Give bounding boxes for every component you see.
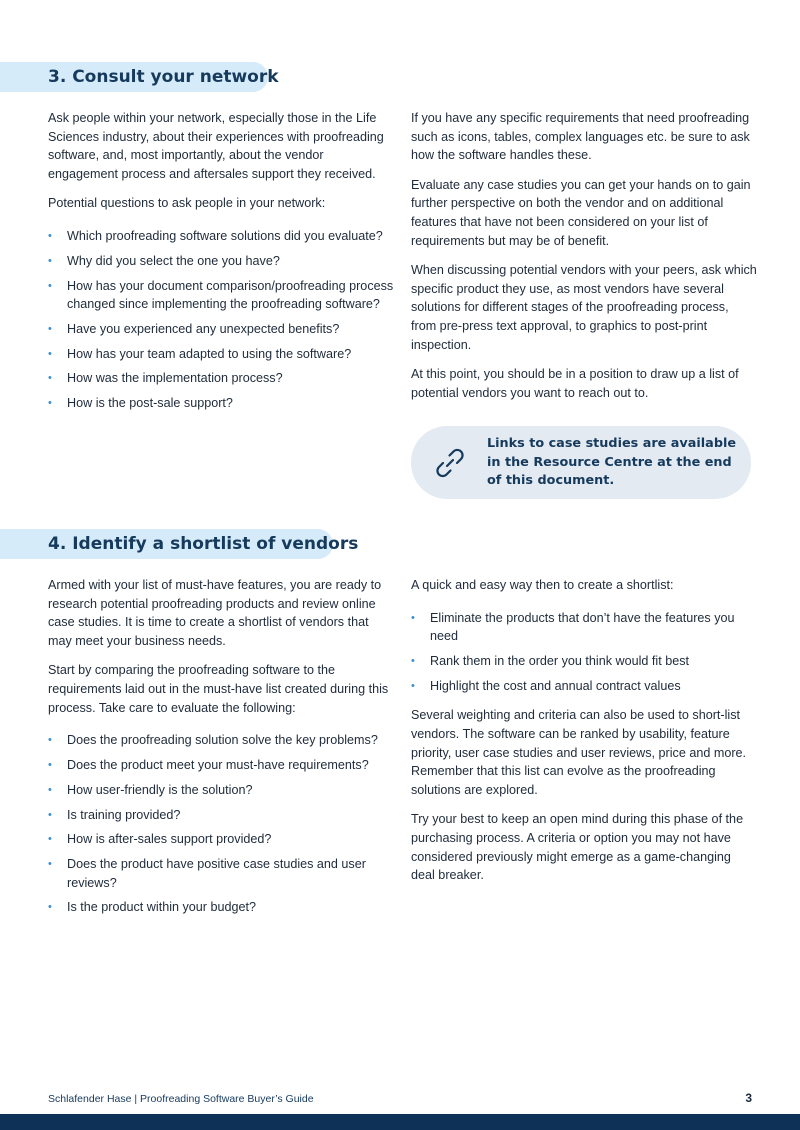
bullet-icon: •	[48, 254, 52, 267]
section-4-right-column	[411, 576, 757, 896]
bullet-icon: •	[48, 279, 52, 292]
list-item: • Which proofreading software solutions did you evaluate?	[48, 227, 394, 246]
section-4-left-column	[48, 576, 394, 928]
footer-bar	[0, 1114, 800, 1130]
bullet-icon: •	[411, 611, 415, 624]
bullet-icon: •	[48, 833, 52, 846]
paragraph: At this point, you should be in a position to draw up a list of potential vendors you want to reach out to.	[411, 367, 739, 400]
section-3-right-column	[411, 109, 757, 413]
section-4-header	[0, 529, 359, 559]
paragraph: When discussing potential vendors with your peers, ask which specific product they use, as most vendors have several solutions for different stages of the proofreading process, from pre-press text approval, to graphics to post-print inspection.	[411, 263, 757, 352]
section-3-header	[0, 62, 279, 92]
paragraph: Potential questions to ask people in your network:	[48, 196, 326, 211]
bullet-icon: •	[48, 734, 52, 747]
bullet-icon: •	[48, 758, 52, 771]
section-4-title: 4. Identify a shortlist of vendors	[48, 534, 359, 554]
section-3-title: 3. Consult your network	[48, 67, 279, 87]
list-item: • Does the product have positive case studies and user reviews?	[48, 857, 366, 890]
callout-text: Links to case studies are available in the Resource Centre at the end of this document.	[487, 436, 737, 488]
list-item: • Have you experienced any unexpected benefits?	[48, 320, 394, 339]
paragraph: Several weighting and criteria can also be used to short-list vendors. The software can be ranked by usability, feature priority, user case studies and user reviews, price and more. Remember that this list can evolve as the proofreading solutions are explored.	[411, 708, 747, 797]
bullet-icon: •	[411, 654, 415, 667]
section-3-left-column	[48, 109, 394, 424]
list-item: • Highlight the cost and annual contract values	[411, 677, 757, 696]
bullet-icon: •	[48, 229, 52, 242]
link-icon	[431, 444, 469, 482]
paragraph: A quick and easy way then to create a shortlist:	[411, 578, 674, 592]
bullet-icon: •	[48, 322, 52, 335]
bullet-icon: •	[48, 858, 52, 871]
paragraph: Start by comparing the proofreading software to the requirements laid out in the must-have list created during this process. Take care to evaluate the following:	[48, 663, 389, 715]
list-item: • How is after-sales support provided?	[48, 830, 394, 849]
evaluation-list	[48, 731, 394, 917]
bullet-icon: •	[411, 679, 415, 692]
list-item: • How has your team adapted to using the software?	[48, 345, 394, 364]
question-list	[48, 227, 394, 413]
bullet-icon: •	[48, 347, 52, 360]
list-item: • Is training provided?	[48, 806, 394, 825]
paragraph: If you have any specific requirements that need proofreading such as icons, tables, complex languages etc. be sure to ask how the software handles these.	[411, 111, 750, 163]
list-item: • Does the proofreading solution solve the key problems?	[48, 731, 394, 750]
bullet-icon: •	[48, 808, 52, 821]
resource-callout	[411, 426, 751, 499]
list-item: • Eliminate the products that don’t have the features you need	[411, 610, 735, 644]
paragraph: Ask people within your network, especially those in the Life Sciences industry, about their experiences with proofreading software, and, most importantly, about the vendor engagement process and aftersales support they received.	[48, 111, 384, 181]
page-number: 3	[745, 1091, 752, 1105]
bullet-icon: •	[48, 372, 52, 385]
list-item: • How was the implementation process?	[48, 369, 394, 388]
list-item: • Rank them in the order you think would fit best	[411, 652, 757, 671]
bullet-icon: •	[48, 783, 52, 796]
list-item: • How has your document comparison/proofreading process changed since implementing the proofreading software?	[48, 278, 394, 312]
bullet-icon: •	[48, 397, 52, 410]
paragraph: Try your best to keep an open mind during this phase of the purchasing process. A criteria or option you may not have considered previously might emerge as a game-changing deal breaker.	[411, 812, 744, 883]
list-item: • Is the product within your budget?	[48, 898, 394, 917]
list-item: • How user-friendly is the solution?	[48, 781, 394, 800]
paragraph: Evaluate any case studies you can get your hands on to gain further perspective on both the vendor and on additional features that have not been considered on your list of requirements but may be of benefit.	[411, 177, 751, 248]
list-item: • Why did you select the one you have?	[48, 252, 394, 271]
list-item: • Does the product meet your must-have requirements?	[48, 756, 394, 775]
bullet-icon: •	[48, 901, 52, 914]
shortlist-steps-list	[411, 609, 757, 696]
footer-text: Schlafender Hase | Proofreading Software Buyer’s Guide	[48, 1093, 314, 1105]
paragraph: Armed with your list of must-have features, you are ready to research potential proofreading products and review online case studies. It is time to create a shortlist of vendors that may meet your business needs.	[48, 578, 382, 648]
list-item: • How is the post-sale support?	[48, 394, 394, 413]
